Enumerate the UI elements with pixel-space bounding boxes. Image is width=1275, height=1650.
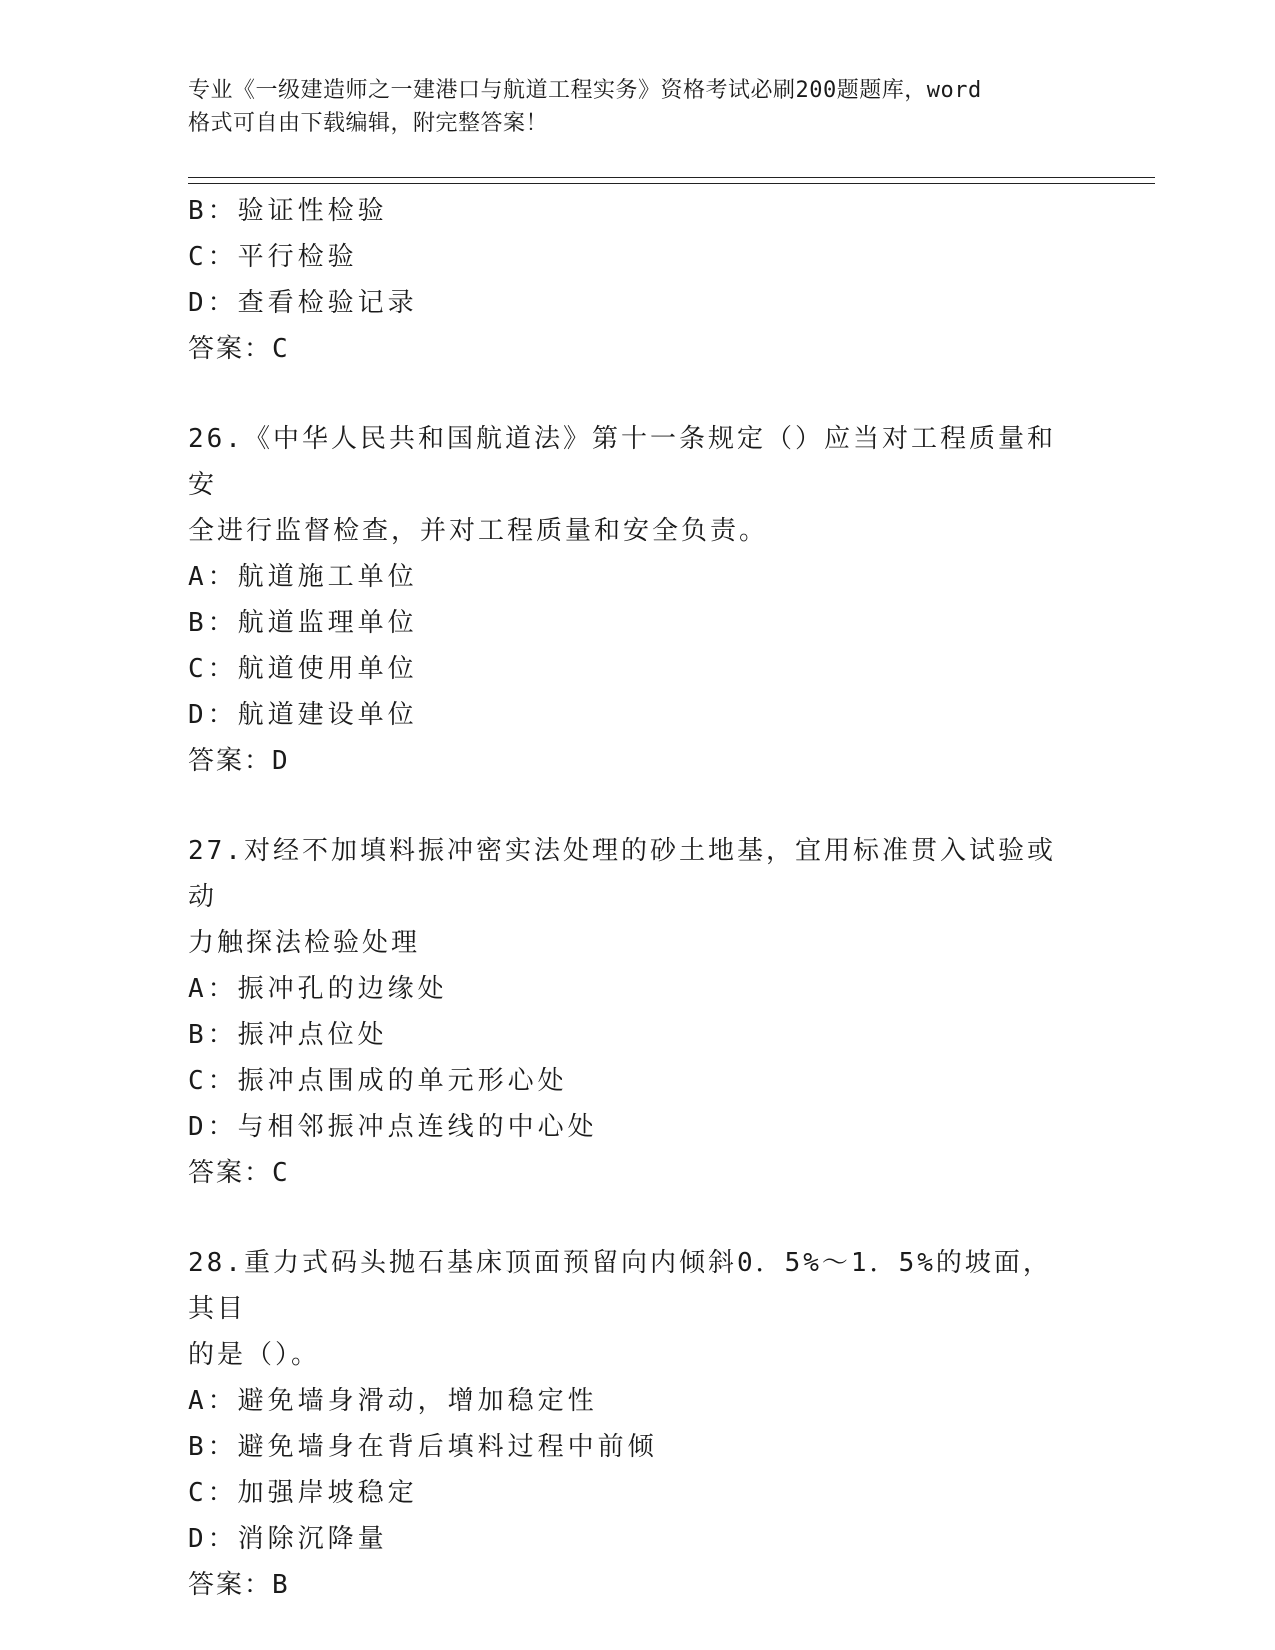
question-line: 力触探法检验处理 (188, 928, 421, 958)
header-line-1: 专业《一级建造师之一建港口与航道工程实务》资格考试必刷200题题库，word (188, 78, 982, 103)
option-c: C：振冲点围成的单元形心处 (188, 1066, 568, 1096)
answer-line: 答案：C (188, 1158, 290, 1188)
question-line: 26.《中华人民共和国航道法》第十一条规定（）应当对工程质量和安 (188, 424, 1056, 500)
question-block-27 (188, 828, 1088, 1196)
question-block-prev (188, 188, 1088, 372)
option-d: D：消除沉降量 (188, 1524, 388, 1554)
option-d: D：查看检验记录 (188, 288, 418, 318)
answer-line: 答案：C (188, 334, 290, 364)
question-block-28 (188, 1240, 1088, 1608)
spacer (188, 372, 1088, 416)
option-a: A：航道施工单位 (188, 562, 418, 592)
header-divider-top (188, 177, 1155, 178)
question-block-26 (188, 416, 1088, 784)
question-text (188, 828, 1068, 966)
option-c: C：加强岸坡稳定 (188, 1478, 418, 1508)
question-line: 27.对经不加填料振冲密实法处理的砂土地基，宜用标准贯入试验或动 (188, 836, 1056, 912)
answer-line: 答案：B (188, 1570, 290, 1600)
option-c: C：航道使用单位 (188, 654, 418, 684)
option-c: C：平行检验 (188, 242, 358, 272)
option-b: B：振冲点位处 (188, 1020, 388, 1050)
question-line: 28.重力式码头抛石基床顶面预留向内倾斜0．5%～1．5%的坡面，其目 (188, 1248, 1052, 1324)
option-b: B：航道监理单位 (188, 608, 418, 638)
question-line: 的是（）。 (188, 1340, 321, 1370)
option-a: A：避免墙身滑动，增加稳定性 (188, 1386, 598, 1416)
question-list (188, 188, 1088, 1608)
document-header (188, 74, 1068, 140)
question-line: 全进行监督检查，并对工程质量和安全负责。 (188, 516, 769, 546)
option-b: B：验证性检验 (188, 196, 388, 226)
option-d: D：航道建设单位 (188, 700, 418, 730)
option-d: D：与相邻振冲点连线的中心处 (188, 1112, 598, 1142)
option-b: B：避免墙身在背后填料过程中前倾 (188, 1432, 658, 1462)
header-line-2: 格式可自由下载编辑，附完整答案！ (188, 111, 549, 136)
spacer (188, 784, 1088, 828)
answer-line: 答案：D (188, 746, 290, 776)
header-divider-bottom (188, 183, 1155, 184)
question-text (188, 416, 1068, 554)
option-a: A：振冲孔的边缘处 (188, 974, 448, 1004)
spacer (188, 1196, 1088, 1240)
question-text (188, 1240, 1068, 1378)
